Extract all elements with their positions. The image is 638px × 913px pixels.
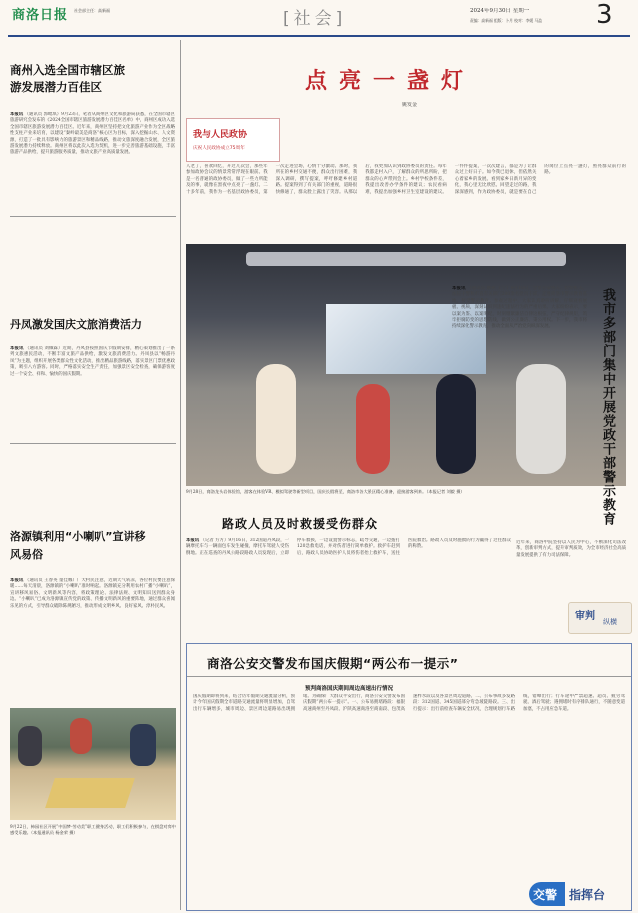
police-subhead: 预判商洛国庆期间周边高速出行情况 xyxy=(305,686,394,692)
body-text: （通讯员 王春英 童佳娜）广大村民注意，近期天气转凉，各位村民要注意保暖……每天清晨，洛源镇的“小喇叭”准时响起。洛源镇充分利用农村广播“小喇叭”，宣讲移风易俗、文明新风等内容，将政策理论、法律法规、文明知识送到群众身边。“小喇叭”已成为洛源镇宣传党的政策、传播文明新风的重要阵地，通过群众喜闻乐见的方式，引导群众破除陈规陋习，推动形成文明乡风、良好家风、淳朴民风。 xyxy=(10,578,175,609)
divider xyxy=(10,443,176,444)
article-danfeng xyxy=(10,318,175,438)
article-headline: 洛源镇利用“小喇叭”宣讲移风易俗 xyxy=(10,530,146,561)
byline: 本报讯 xyxy=(186,538,200,543)
traffic-badge xyxy=(527,882,627,906)
caption-credit: （本报通讯员 杨金荣 摄） xyxy=(30,830,78,835)
article-body xyxy=(10,346,175,442)
paper-name: 商洛日报 xyxy=(12,8,69,23)
article-warning-body xyxy=(452,286,587,576)
body-text: （记者 方方）9月16日，312国道丹凤段，一辆摩托车与一辆面包车发生碰撞，摩托车驾驶人受伤倒地。正在巡查的丹凤公路段路政人员发现后，立即停车救援，一边设置警示标志，疏导交通，一边拨打120急救电话，并对伤者进行简单救护。救护车赶到后，路政人员协助医护人员将伤者抬上救护车，送往医院救治。路政人员及时施救的行为赢得了过往群众的称赞。 xyxy=(186,538,511,556)
divider xyxy=(10,216,176,217)
police-block xyxy=(186,643,632,911)
banner-subtitle: 庆祝人民政协成立75周年 xyxy=(193,146,245,151)
section-title: [社会] xyxy=(283,9,347,29)
article-body xyxy=(10,112,175,208)
caption-text: 9月28日，商洛龙头岩体验馆，游客在体验VR、模拟驾驶等新型项目，国庆长假将至，商洛市各大景区精心准备，迎接游客到来。 xyxy=(186,489,427,494)
byline: 本报讯 xyxy=(10,346,24,351)
chess-photo xyxy=(10,708,176,820)
visitor-silhouette xyxy=(356,384,390,474)
page-number: 3 xyxy=(596,0,613,30)
badge-label: 审判 xyxy=(575,611,595,622)
article-headline: 丹凤激发国庆文旅消费活力 xyxy=(10,318,142,331)
commentary-badge xyxy=(568,602,632,634)
masthead-rule xyxy=(8,35,630,37)
badge-label-secondary: 纵横 xyxy=(603,618,617,626)
byline: 本报讯 xyxy=(10,112,24,117)
cppcc-banner xyxy=(186,118,280,162)
chess-board xyxy=(45,778,135,808)
caption-credit: （本报记者 刘毅 摄） xyxy=(426,489,465,494)
police-headline: 商洛公安交警发布国庆假期“两公布一提示” xyxy=(207,656,459,671)
badge-label-secondary: 指挥台 xyxy=(569,888,606,902)
body-text: （通讯员 刘佩霖）近期，丹凤县按照国庆节假期安排，精心策划推出了一系列文旅惠民活动，不断丰富文旅产品供给，激发文旅消费活力。丹凤县以“畅游丹凤”为主题，组织开展各类群众性文化活动，推出精品旅游线路，落实景区门票优惠政策，吸引八方游客。同时，严格落实安全生产责任，加强景区安全检查，确保游客度过一个安全、祥和、愉快的国庆假期。 xyxy=(10,346,175,377)
photo-caption xyxy=(10,824,176,844)
site-line: 社会部主任：高新福 xyxy=(74,8,110,13)
article-body xyxy=(10,578,175,728)
person-silhouette xyxy=(70,718,92,754)
badge-label: 交警 xyxy=(533,888,558,902)
editor-line: 责编：高新福 组版：卜月 校对：李媛 马盈 xyxy=(470,18,542,23)
article-shangzhou xyxy=(10,62,175,202)
article-rescue-headline: 路政人员及时救援受伤群众 xyxy=(222,517,379,531)
commentary-body: 近年来，商洛中院坚持以人民为中心，不断深化司法改革，创新审判方式，提升审判质效，为全市经济社会高质量发展提供了有力司法保障。 xyxy=(516,540,626,558)
article-headline: 商州入选全国市辖区旅游发展潜力百佳区 xyxy=(10,63,125,94)
byline: 本报讯 xyxy=(452,286,466,291)
visitor-silhouette xyxy=(256,364,296,474)
caption-text: 9月22日，柿园社区开展“中国梦·劳动美”职工健身活动，职工们积极参与，在棋盘对弈中感受乐趣。 xyxy=(10,824,176,835)
banner-title: 我与人民政协 xyxy=(193,130,248,140)
byline: 本报讯 xyxy=(10,578,24,583)
feature-body: 人老了，喜欢回忆，开过几次会，那些年参加政协会议的情景常常浮现在眼前。我是一名普通的政协委员，做了一些力所能及的事，就像在黑夜中点亮了一盏灯。二十多年前，我作为一名基层政协委员，第一次走进会场，心情十分激动。那时，我所在的乡村交通不便，群众出行困难，我深入调研，撰写提案，呼吁修建乡村道路。提案得到了有关部门的重视，道路很快修通了，群众脸上露出了笑容。从那以后，我更加认识到政协委员的责任。每年我都走村入户，了解群众的所思所盼，把群众的心声带到会上。乡村学校条件差，我提出改善办学条件的建议；农民看病难，我提出加强乡村卫生室建设的建议。一件件提案，一次次建言，都是为了让群众过上好日子。如今我已退休，但依然关心着家乡的发展。看到家乡日新月异的变化，我心里无比欣慰。回望走过的路，我深深感到，作为政协委员，就是要在自己的岗位上点亮一盏灯，照亮群众前行的路。 xyxy=(186,164,626,195)
issue-date: 2024年9月30日 星期一 xyxy=(470,8,530,14)
column-divider xyxy=(180,40,181,910)
feature-headline: 点亮一盏灯 xyxy=(305,68,476,94)
feature-author: 姚发金 xyxy=(402,102,418,108)
ceiling-light xyxy=(246,252,566,266)
body-text: （通讯员 郭毗琪）9月23日，笔者从商州区文化和旅游局获悉，在全国市辖区旅游研究会发布的《2024全国市辖区旅游发展潜力百佳区名单》中，商州区成功入选全国市辖区旅游发展潜力百佳区。近年来，商州区坚持把文化旅游产业作为全区战略性支柱产业来培育，以建设“秦岭最美是商洛”核心区为目标，深入挖掘山水、人文资源，打造了一批具有影响力的旅游景区和精品线路，推动文旅深度融合发展，全区旅游发展潜力持续释放。商州区将以此次入选为契机，进一步完善旅游基础设施，丰富旅游产品供给，提升旅游服务质量，推动文旅产业高质量发展。 xyxy=(10,112,175,156)
masthead xyxy=(0,0,638,40)
person-silhouette xyxy=(130,724,156,766)
divider xyxy=(187,676,631,677)
body-text: （通讯员 姚秋 王宁）9月10日，全市公安机关、检察机关、法院干警和市直有关部门200余名党员干部，走进商洛市警示教育基地，接受警示教育。参观过程中，大家认真聆听讲解，仔细观看展板、视频，深刻认识到违纪违法行为的严重后果。大家纷纷表示，要以案为鉴、以案明纪，时刻绷紧廉洁自律这根弦，严守纪律规矩，筑牢拒腐防变的思想防线，做到公正廉洁、秉公用权。下一步，我市将持续深化警示教育，推动全面从严治党向纵深发展。 xyxy=(452,286,587,330)
article-warning-headline: 我市多部门集中开展党政干部警示教育 xyxy=(600,288,615,526)
person-silhouette xyxy=(18,726,42,766)
police-body: 国庆假期即将到来，结合历年假期交通流量分析，预计今年国庆假期全市道路交通流量将明显增加，自驾出行车辆增多，城市周边、景区周边道路易出现拥堵。为确保广大群众平安出行，商洛公安交警发布国庆假期“两公布一提示”。一、公布易拥堵路段：福银高速商州至丹凤段、沪陕高速商洛至商南段、包茂高速柞水段以及各景区周边道路。二、公布事故多发路段：312国道、345国道部分弯急坡陡路段。三、出行提示：出行前检查车辆安全状况，合理规划行车路线，错峰出行；行车途中严禁超速、超员、疲劳驾驶、酒后驾驶；遇拥堵时有序排队通行，不随意变道加塞，不占用应急车道。 xyxy=(193,694,625,712)
